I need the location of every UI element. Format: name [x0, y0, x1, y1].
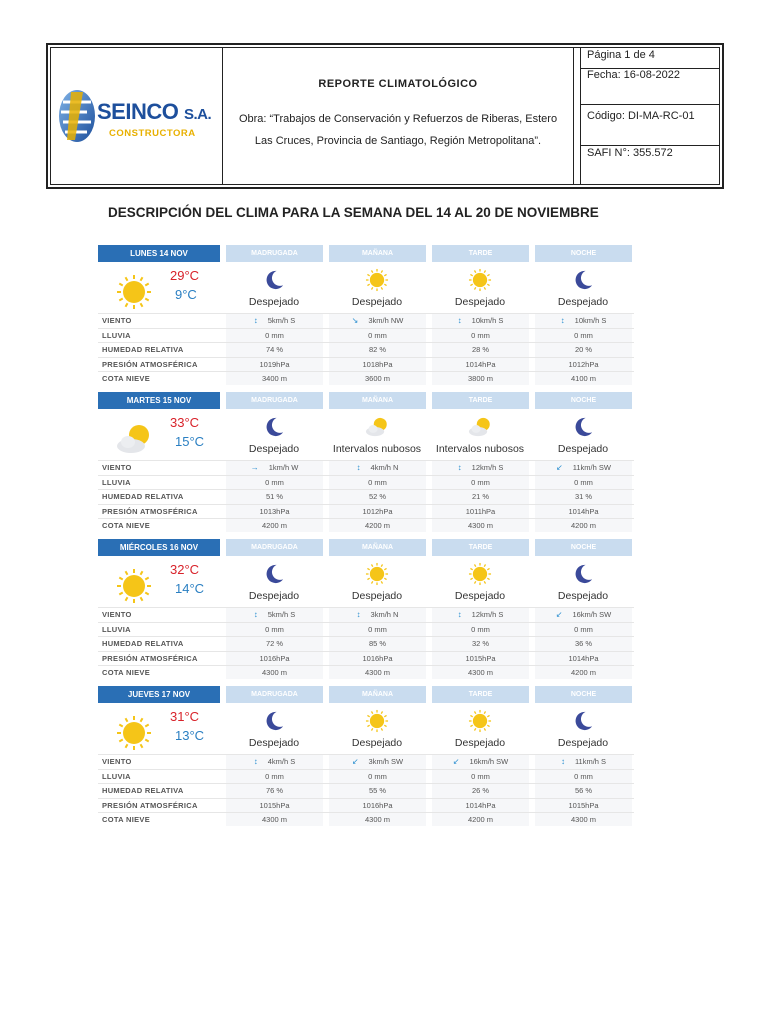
- max-temperature: 29°C: [170, 268, 200, 283]
- wind-arrow-icon: ↕: [253, 316, 258, 325]
- wind-value: 3km/h NW: [368, 316, 404, 325]
- data-row: [98, 371, 634, 386]
- row-value: [432, 463, 529, 472]
- row-value: 21 %: [471, 492, 490, 501]
- period-icon-wrap: [466, 267, 494, 293]
- meta-cell: [580, 48, 719, 184]
- data-row: [98, 357, 634, 372]
- min-temperature: 9°C: [175, 287, 197, 302]
- wind-arrow-icon: ↕: [356, 610, 361, 619]
- company-subtitle: CONSTRUCTORA: [109, 128, 196, 139]
- row-label: VIENTO: [102, 610, 132, 619]
- condition-text: Despejado: [351, 737, 403, 749]
- row-value: 1016hPa: [362, 653, 393, 663]
- period-header: NOCHE: [535, 686, 632, 703]
- sun-icon: [114, 713, 154, 753]
- min-temperature: 14°C: [175, 581, 205, 596]
- row-value: 4300 m: [570, 815, 597, 824]
- day-weather-icon-wrap: [114, 272, 154, 312]
- data-row: [98, 607, 634, 622]
- period-header: TARDE: [432, 686, 529, 703]
- condition-text: Despejado: [351, 296, 403, 308]
- row-value: 1013hPa: [259, 506, 290, 516]
- row-value: 0 mm: [574, 624, 593, 634]
- data-row: [98, 651, 634, 666]
- title-cell: [223, 48, 574, 184]
- data-row: [98, 665, 634, 680]
- condition-text: Despejado: [248, 443, 300, 455]
- row-label: HUMEDAD RELATIVA: [102, 786, 184, 795]
- row-value: 26 %: [471, 786, 490, 795]
- row-value: 1015hPa: [465, 653, 496, 663]
- day-weather-icon-wrap: [114, 713, 154, 753]
- row-value: [329, 610, 426, 619]
- row-value: 0 mm: [471, 477, 490, 487]
- safi-field: SAFI N°: 355.572: [587, 147, 673, 159]
- day-label: MIÉRCOLES 16 NOV: [98, 539, 220, 556]
- moon-icon: [569, 267, 597, 293]
- row-value: [329, 463, 426, 472]
- row-label: COTA NIEVE: [102, 668, 151, 677]
- wind-value: 5km/h S: [267, 610, 296, 619]
- condition-text: Intervalos nubosos: [332, 443, 422, 455]
- sun-icon: [363, 708, 391, 734]
- period-header: TARDE: [432, 539, 529, 556]
- header-inner-frame: [50, 47, 720, 185]
- condition-text: Despejado: [557, 590, 609, 602]
- period-header: NOCHE: [535, 539, 632, 556]
- row-value: 4300 m: [261, 815, 288, 824]
- period-icon-wrap: [363, 267, 391, 293]
- row-value: [432, 610, 529, 619]
- data-row: [98, 754, 634, 769]
- row-value: 85 %: [368, 639, 387, 648]
- condition-text: Despejado: [454, 590, 506, 602]
- period-icon-wrap: [363, 561, 391, 587]
- period-header: NOCHE: [535, 245, 632, 262]
- day-weather-icon-wrap: [114, 566, 154, 606]
- seinco-logo-icon: [57, 88, 97, 144]
- moon-icon: [569, 708, 597, 734]
- data-row: [98, 328, 634, 343]
- row-value: 20 %: [574, 345, 593, 354]
- day-block: [98, 539, 634, 679]
- row-value: [226, 316, 323, 325]
- row-value: 4100 m: [570, 374, 597, 383]
- data-row: [98, 783, 634, 798]
- wind-arrow-icon: ↕: [560, 757, 565, 766]
- sun-icon: [466, 561, 494, 587]
- row-value: 1014hPa: [568, 653, 599, 663]
- wind-arrow-icon: ↕: [356, 463, 361, 472]
- period-header: TARDE: [432, 245, 529, 262]
- logo-cell: [51, 48, 223, 184]
- wind-value: 16km/h SW: [572, 610, 612, 619]
- row-value: 4300 m: [364, 815, 391, 824]
- row-value: 4300 m: [467, 521, 494, 530]
- row-value: 4200 m: [570, 668, 597, 677]
- wind-value: 1km/h W: [268, 463, 299, 472]
- row-value: 1015hPa: [568, 800, 599, 810]
- row-value: 0 mm: [265, 771, 284, 781]
- sun-icon: [114, 566, 154, 606]
- wind-arrow-icon: ↙: [555, 610, 563, 619]
- max-temperature: 33°C: [170, 415, 200, 430]
- wind-arrow-icon: ↙: [452, 757, 460, 766]
- period-icon-wrap: [363, 414, 391, 440]
- row-value: [226, 610, 323, 619]
- row-value: 0 mm: [471, 624, 490, 634]
- row-value: 0 mm: [265, 477, 284, 487]
- row-value: 0 mm: [265, 624, 284, 634]
- row-value: 74 %: [265, 345, 284, 354]
- row-label: PRESIÓN ATMOSFÉRICA: [102, 359, 198, 369]
- partly-cloudy-icon: [114, 419, 154, 459]
- row-value: 56 %: [574, 786, 593, 795]
- row-value: 4200 m: [261, 521, 288, 530]
- row-value: [329, 316, 426, 325]
- wind-value: 12km/h S: [471, 610, 504, 619]
- row-value: 1018hPa: [362, 359, 393, 369]
- row-value: 0 mm: [265, 330, 284, 340]
- moon-icon: [569, 414, 597, 440]
- moon-icon: [260, 561, 288, 587]
- day-label: LUNES 14 NOV: [98, 245, 220, 262]
- row-value: 4300 m: [261, 668, 288, 677]
- row-value: [432, 757, 529, 766]
- day-weather-icon-wrap: [114, 419, 154, 459]
- page-number: Página 1 de 4: [581, 48, 719, 69]
- moon-icon: [260, 414, 288, 440]
- data-row: [98, 504, 634, 519]
- condition-text: Despejado: [248, 296, 300, 308]
- row-value: 0 mm: [574, 477, 593, 487]
- period-header: TARDE: [432, 392, 529, 409]
- company-suffix: S.A.: [183, 106, 212, 123]
- wind-value: 4km/h N: [370, 463, 399, 472]
- row-value: 1012hPa: [362, 506, 393, 516]
- partly-cloudy-icon: [466, 414, 494, 440]
- data-row: [98, 475, 634, 490]
- row-value: 0 mm: [574, 771, 593, 781]
- row-value: 0 mm: [368, 624, 387, 634]
- period-icon-wrap: [466, 561, 494, 587]
- min-temperature: 15°C: [175, 434, 205, 449]
- row-value: 0 mm: [471, 771, 490, 781]
- row-value: 0 mm: [368, 771, 387, 781]
- period-header: MADRUGADA: [226, 392, 323, 409]
- wind-value: 10km/h S: [471, 316, 504, 325]
- row-value: 3600 m: [364, 374, 391, 383]
- period-icon-wrap: [260, 561, 288, 587]
- date-field: Fecha: 16-08-2022: [581, 69, 719, 105]
- company-name: SEINCO S.A.: [97, 99, 212, 124]
- period-header: MADRUGADA: [226, 245, 323, 262]
- row-value: [535, 463, 632, 472]
- period-icon-wrap: [260, 414, 288, 440]
- sun-icon: [466, 267, 494, 293]
- row-value: 1012hPa: [568, 359, 599, 369]
- row-value: 3400 m: [261, 374, 288, 383]
- wind-value: 11km/h S: [574, 757, 607, 766]
- period-icon-wrap: [569, 414, 597, 440]
- row-value: 76 %: [265, 786, 284, 795]
- row-value: 51 %: [265, 492, 284, 501]
- wind-arrow-icon: →: [250, 463, 259, 472]
- data-row: [98, 769, 634, 784]
- row-value: [535, 316, 632, 325]
- wind-value: 3km/h N: [370, 610, 399, 619]
- min-temperature: 13°C: [175, 728, 205, 743]
- row-label: VIENTO: [102, 463, 132, 472]
- row-label: LLUVIA: [102, 624, 131, 634]
- row-label: COTA NIEVE: [102, 521, 151, 530]
- row-value: 1019hPa: [259, 359, 290, 369]
- row-label: VIENTO: [102, 316, 132, 325]
- condition-text: Despejado: [454, 296, 506, 308]
- sun-icon: [466, 708, 494, 734]
- wind-value: 10km/h S: [574, 316, 607, 325]
- data-row: [98, 489, 634, 504]
- row-label: COTA NIEVE: [102, 815, 151, 824]
- data-row: [98, 812, 634, 827]
- row-label: LLUVIA: [102, 330, 131, 340]
- wind-value: 3km/h SW: [368, 757, 404, 766]
- row-value: 1014hPa: [465, 359, 496, 369]
- data-row: [98, 636, 634, 651]
- row-value: 3800 m: [467, 374, 494, 383]
- row-value: 31 %: [574, 492, 593, 501]
- row-value: 4200 m: [467, 815, 494, 824]
- row-label: PRESIÓN ATMOSFÉRICA: [102, 800, 198, 810]
- wind-value: 12km/h S: [471, 463, 504, 472]
- moon-icon: [569, 561, 597, 587]
- period-icon-wrap: [569, 561, 597, 587]
- period-header: MAÑANA: [329, 245, 426, 262]
- row-value: 82 %: [368, 345, 387, 354]
- row-value: 32 %: [471, 639, 490, 648]
- condition-text: Despejado: [557, 296, 609, 308]
- row-value: 4200 m: [570, 521, 597, 530]
- day-block: [98, 245, 634, 385]
- row-value: 72 %: [265, 639, 284, 648]
- row-label: VIENTO: [102, 757, 132, 766]
- row-label: LLUVIA: [102, 771, 131, 781]
- wind-value: 16km/h SW: [469, 757, 509, 766]
- row-value: 4300 m: [364, 668, 391, 677]
- day-label: JUEVES 17 NOV: [98, 686, 220, 703]
- row-value: 4200 m: [364, 521, 391, 530]
- page-title: DESCRIPCIÓN DEL CLIMA PARA LA SEMANA DEL 14 AL 20 DE NOVIEMBRE: [108, 205, 599, 220]
- row-value: 0 mm: [368, 477, 387, 487]
- row-value: 1011hPa: [465, 506, 496, 516]
- row-label: HUMEDAD RELATIVA: [102, 345, 184, 354]
- period-header: MADRUGADA: [226, 539, 323, 556]
- report-header: [46, 43, 724, 189]
- moon-icon: [260, 708, 288, 734]
- row-value: 0 mm: [368, 330, 387, 340]
- period-header: MADRUGADA: [226, 686, 323, 703]
- row-label: COTA NIEVE: [102, 374, 151, 383]
- data-row: [98, 460, 634, 475]
- row-value: [432, 316, 529, 325]
- condition-text: Despejado: [454, 737, 506, 749]
- period-header: MAÑANA: [329, 539, 426, 556]
- condition-text: Despejado: [248, 737, 300, 749]
- row-value: 0 mm: [471, 330, 490, 340]
- moon-icon: [260, 267, 288, 293]
- max-temperature: 31°C: [170, 709, 200, 724]
- period-header: MAÑANA: [329, 686, 426, 703]
- wind-arrow-icon: ↕: [253, 757, 258, 766]
- wind-arrow-icon: ↕: [457, 610, 462, 619]
- wind-arrow-icon: ↘: [351, 316, 359, 325]
- condition-text: Despejado: [248, 590, 300, 602]
- wind-arrow-icon: ↙: [556, 463, 563, 472]
- row-value: 1015hPa: [259, 800, 290, 810]
- wind-value: 11km/h SW: [572, 463, 611, 472]
- max-temperature: 32°C: [170, 562, 200, 577]
- period-icon-wrap: [466, 708, 494, 734]
- data-row: [98, 622, 634, 637]
- row-value: 1016hPa: [259, 653, 290, 663]
- wind-value: 4km/h S: [267, 757, 296, 766]
- data-row: [98, 342, 634, 357]
- condition-text: Despejado: [557, 443, 609, 455]
- sun-icon: [114, 272, 154, 312]
- period-icon-wrap: [569, 708, 597, 734]
- period-header: MAÑANA: [329, 392, 426, 409]
- period-icon-wrap: [260, 267, 288, 293]
- partly-cloudy-icon: [363, 414, 391, 440]
- row-value: [535, 610, 632, 619]
- day-block: [98, 392, 634, 532]
- row-value: 28 %: [471, 345, 490, 354]
- row-label: LLUVIA: [102, 477, 131, 487]
- wind-arrow-icon: ↙: [351, 757, 359, 766]
- wind-arrow-icon: ↕: [457, 463, 462, 472]
- row-value: [226, 463, 323, 472]
- wind-arrow-icon: ↕: [560, 316, 565, 325]
- report-title: REPORTE CLIMATOLÓGICO: [318, 78, 478, 90]
- row-value: [226, 757, 323, 766]
- row-value: 1016hPa: [362, 800, 393, 810]
- obra-description: Obra: “Trabajos de Conservación y Refuerzos de Riberas, Estero Las Cruces, Provincia de Santiago, Región Metropolitana”.: [238, 113, 558, 147]
- row-label: HUMEDAD RELATIVA: [102, 492, 184, 501]
- row-value: 0 mm: [574, 330, 593, 340]
- period-header: NOCHE: [535, 392, 632, 409]
- data-row: [98, 798, 634, 813]
- row-value: 1014hPa: [568, 506, 599, 516]
- period-icon-wrap: [466, 414, 494, 440]
- row-value: [329, 757, 426, 766]
- wind-arrow-icon: ↕: [253, 610, 258, 619]
- row-value: 4300 m: [467, 668, 494, 677]
- row-value: 1014hPa: [465, 800, 496, 810]
- row-label: PRESIÓN ATMOSFÉRICA: [102, 653, 198, 663]
- condition-text: Despejado: [351, 590, 403, 602]
- period-icon-wrap: [569, 267, 597, 293]
- sun-icon: [363, 561, 391, 587]
- day-block: [98, 686, 634, 826]
- condition-text: Despejado: [557, 737, 609, 749]
- data-row: [98, 518, 634, 533]
- row-value: [535, 757, 632, 766]
- wind-value: 5km/h S: [267, 316, 296, 325]
- sun-icon: [363, 267, 391, 293]
- wind-arrow-icon: ↕: [457, 316, 462, 325]
- row-value: 52 %: [368, 492, 387, 501]
- condition-text: Intervalos nubosos: [435, 443, 525, 455]
- row-value: 36 %: [574, 639, 593, 648]
- data-row: [98, 313, 634, 328]
- row-value: 55 %: [368, 786, 387, 795]
- period-icon-wrap: [260, 708, 288, 734]
- code-field: Código: DI-MA-RC-01: [581, 105, 719, 146]
- row-label: PRESIÓN ATMOSFÉRICA: [102, 506, 198, 516]
- row-label: HUMEDAD RELATIVA: [102, 639, 184, 648]
- day-label: MARTES 15 NOV: [98, 392, 220, 409]
- period-icon-wrap: [363, 708, 391, 734]
